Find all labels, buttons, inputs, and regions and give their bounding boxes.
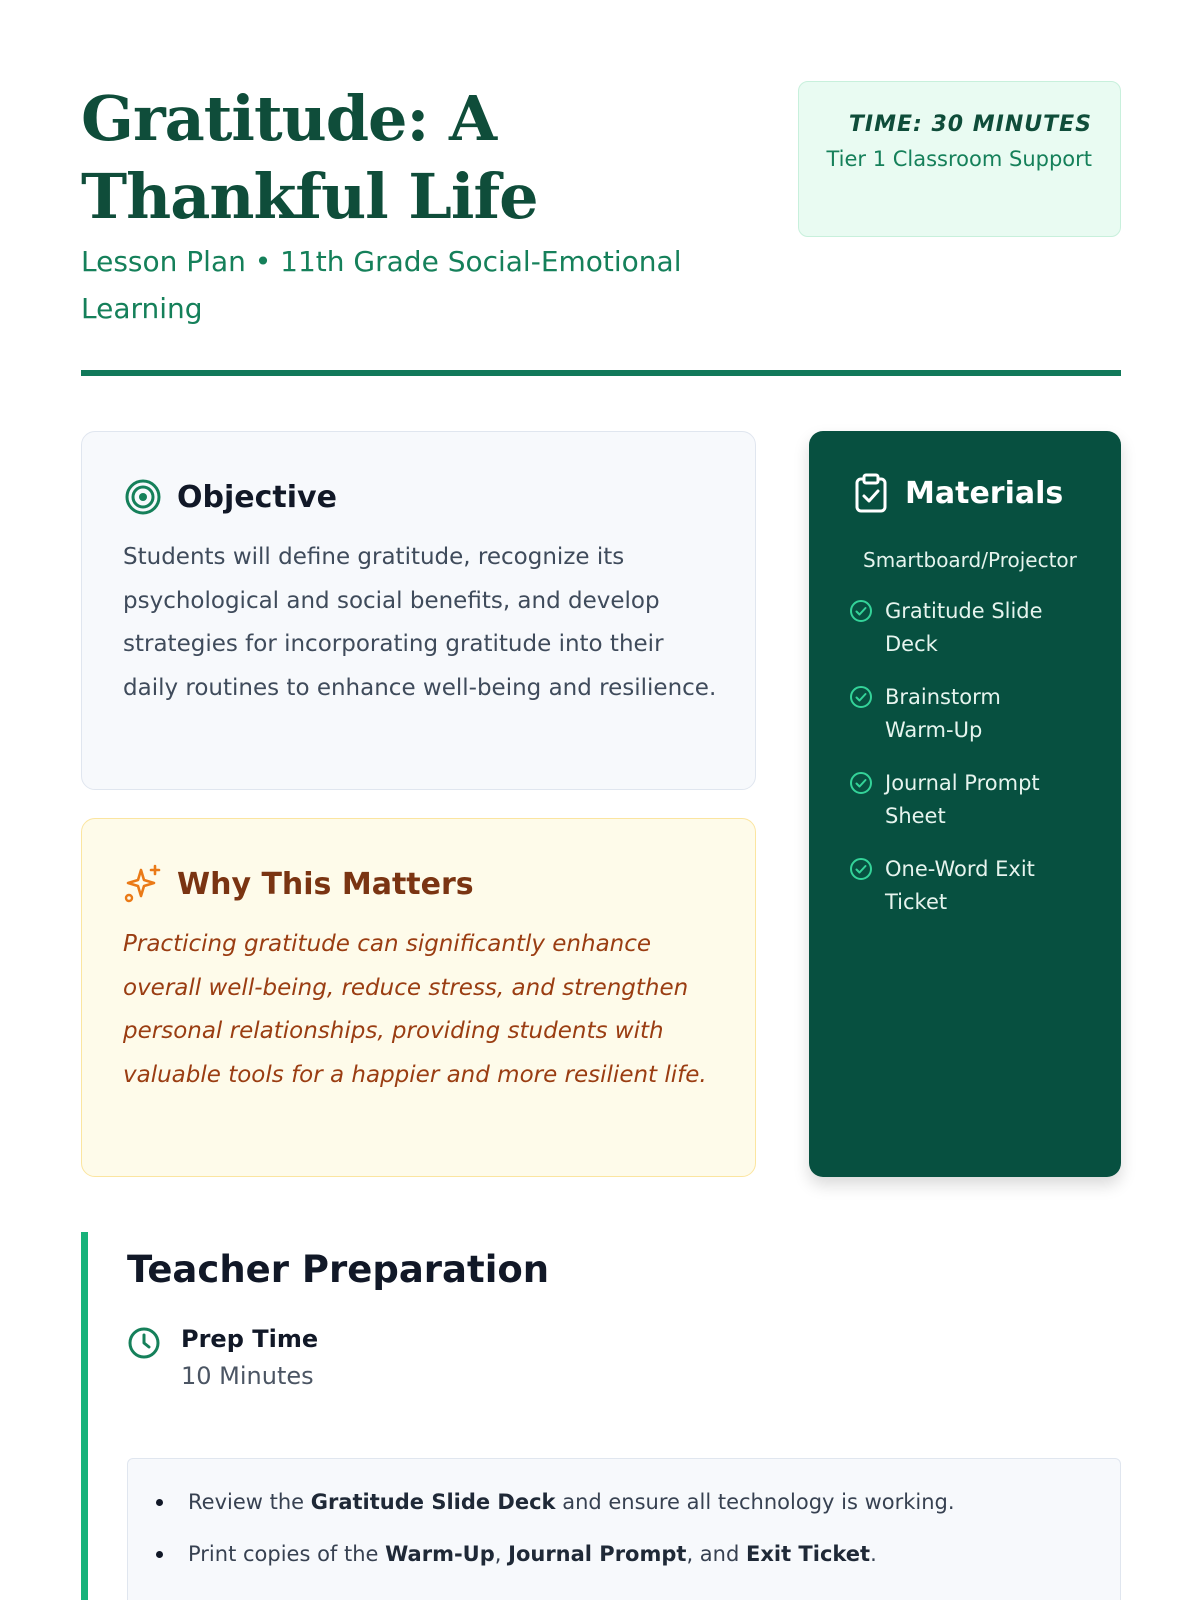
objective-text: Students will define gratitude, recognize its psychological and social benefits, and develop strategies for incorporating gratitude into their daily routines to enhance well-being and resilience. xyxy=(123,544,717,701)
materials-item xyxy=(849,853,1109,919)
why-heading: Why This Matters xyxy=(177,866,474,902)
materials-item-label: Gratitude Slide Deck xyxy=(885,599,1043,656)
materials-item xyxy=(849,767,1109,833)
clipboard-check-icon xyxy=(853,473,889,513)
objective-card xyxy=(81,431,756,790)
prep-list-item: Review the Gratitude Slide Deck and ensure all technology is working. xyxy=(188,1487,1090,1517)
teacher-preparation-section xyxy=(81,1232,1121,1600)
time-badge xyxy=(798,81,1121,237)
tier-label: Tier 1 Classroom Support xyxy=(826,147,1092,171)
prep-time-row xyxy=(127,1322,318,1396)
header-divider xyxy=(81,370,1121,376)
materials-panel xyxy=(809,431,1121,1177)
materials-heading: Materials xyxy=(905,475,1064,511)
prep-time-value: 10 Minutes xyxy=(181,1362,314,1390)
materials-item xyxy=(849,681,1109,747)
materials-item-label: Journal Prompt Sheet xyxy=(885,771,1040,828)
sparkles-icon xyxy=(123,864,163,904)
materials-item xyxy=(849,595,1109,661)
section-accent-bar xyxy=(81,1232,88,1600)
prep-list-item: Print copies of the Warm-Up, Journal Prompt, and Exit Ticket. xyxy=(188,1539,1090,1569)
objective-heading: Objective xyxy=(177,479,337,515)
prep-checklist xyxy=(127,1458,1121,1600)
prep-time-label: Prep Time xyxy=(181,1325,319,1353)
target-icon xyxy=(123,477,163,517)
materials-item-projector: Smartboard/Projector xyxy=(863,548,1077,572)
materials-item-label: One-Word Exit Ticket xyxy=(885,857,1035,914)
clock-icon xyxy=(127,1326,161,1360)
prep-title: Teacher Preparation xyxy=(127,1248,550,1291)
check-circle-icon xyxy=(849,857,873,881)
check-circle-icon xyxy=(849,685,873,709)
why-text: Practicing gratitude can significantly enhance overall well-being, reduce stress, and strengthen personal relationships, providing students with valuable tools for a happier and more resilient life. xyxy=(123,931,707,1088)
page-title: Gratitude: A Thankful Life xyxy=(81,82,538,233)
check-circle-icon xyxy=(849,599,873,623)
why-this-matters-card xyxy=(81,818,756,1177)
materials-list xyxy=(849,595,1109,939)
materials-item-label: Brainstorm Warm-Up xyxy=(885,685,1001,742)
check-circle-icon xyxy=(849,771,873,795)
page-subtitle: Lesson Plan • 11th Grade Social-Emotional Learning xyxy=(81,245,682,325)
time-label: TIME: 30 MINUTES xyxy=(848,112,1092,137)
